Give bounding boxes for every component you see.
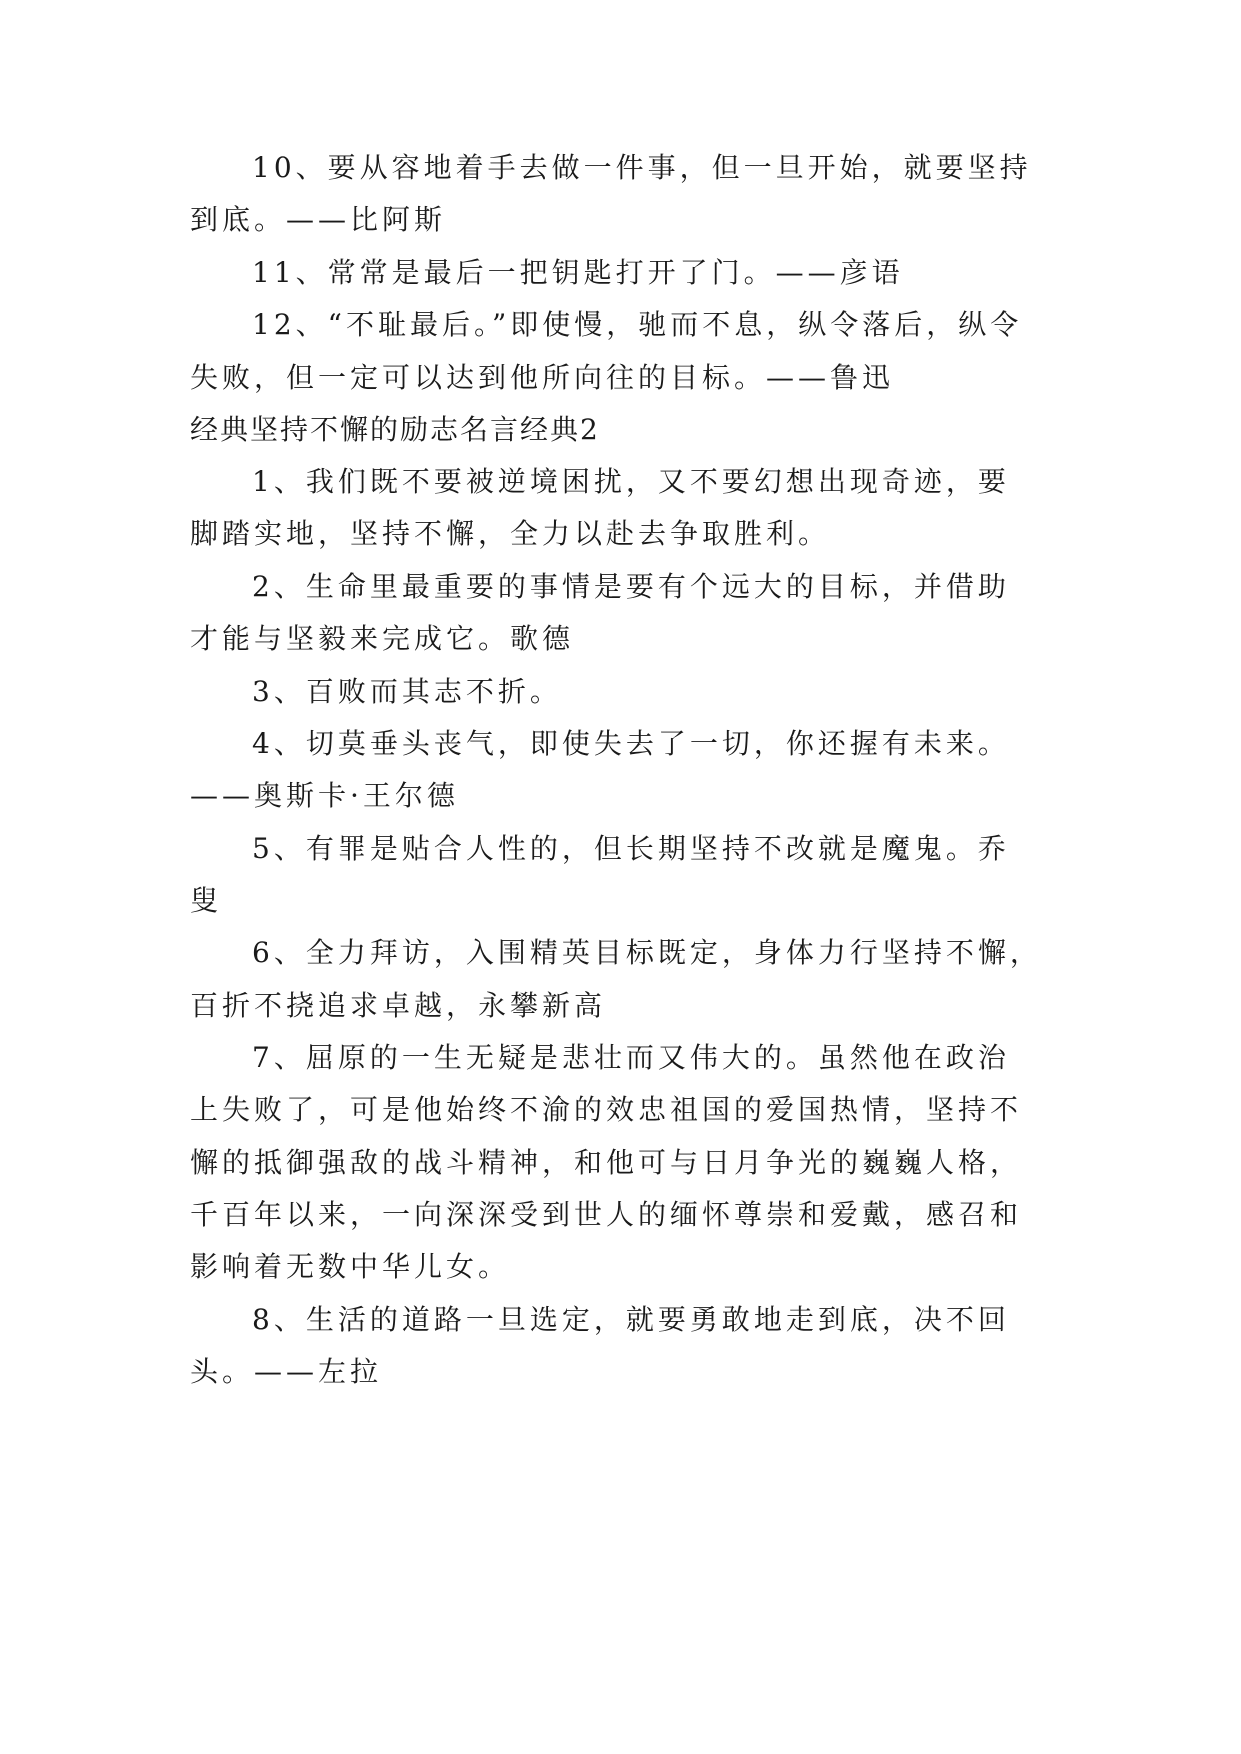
quote-11-line-1: 11、常常是最后一把钥匙打开了门。——彦语 <box>252 256 904 289</box>
quote-7-line-2: 上失败了，可是他始终不渝的效忠祖国的爱国热情，坚持不 <box>190 1093 1023 1126</box>
quote-2-line-1: 2、生命里最重要的事情是要有个远大的目标，并借助 <box>252 570 1010 603</box>
quote-5-line-1: 5、有罪是贴合人性的，但长期坚持不改就是魔鬼。乔 <box>252 832 1010 865</box>
quote-4-line-2: ——奥斯卡·王尔德 <box>190 779 459 812</box>
quote-5-line-2: 叟 <box>190 884 223 917</box>
quote-7-line-1: 7、屈原的一生无疑是悲壮而又伟大的。虽然他在政治 <box>252 1041 1010 1074</box>
quote-7-line-4: 千百年以来，一向深深受到世人的缅怀尊崇和爱戴，感召和 <box>190 1198 1023 1231</box>
quote-12-line-1: 12、“不耻最后。”即使慢，驰而不息，纵令落后，纵令 <box>252 308 1023 341</box>
section-heading: 经典坚持不懈的励志名言经典2 <box>190 413 600 446</box>
quote-12-line-2: 失败，但一定可以达到他所向往的目标。——鲁迅 <box>190 361 895 394</box>
quote-1-line-1: 1、我们既不要被逆境困扰，又不要幻想出现奇迹，要 <box>252 465 1010 498</box>
quote-8-line-1: 8、生活的道路一旦选定，就要勇敢地走到底，决不回 <box>252 1303 1010 1336</box>
quote-8-line-2: 头。——左拉 <box>190 1355 383 1388</box>
quote-6-line-1: 6、全力拜访，入围精英目标既定，身体力行坚持不懈， <box>252 936 1042 969</box>
quote-4-line-1: 4、切莫垂头丧气，即使失去了一切，你还握有未来。 <box>252 727 1010 760</box>
quote-7-line-5: 影响着无数中华儿女。 <box>190 1250 511 1283</box>
quote-3-line-1: 3、百败而其志不折。 <box>252 675 562 708</box>
quote-10-line-2: 到底。——比阿斯 <box>190 203 447 236</box>
quote-1-line-2: 脚踏实地，坚持不懈，全力以赴去争取胜利。 <box>190 517 831 550</box>
quote-10-line-1: 10、要从容地着手去做一件事，但一旦开始，就要坚持 <box>252 151 1032 184</box>
quote-6-line-2: 百折不挠追求卓越，永攀新高 <box>190 989 607 1022</box>
quote-2-line-2: 才能与坚毅来完成它。歌德 <box>190 622 575 655</box>
quote-7-line-3: 懈的抵御强敌的战斗精神，和他可与日月争光的巍巍人格， <box>190 1146 1023 1179</box>
